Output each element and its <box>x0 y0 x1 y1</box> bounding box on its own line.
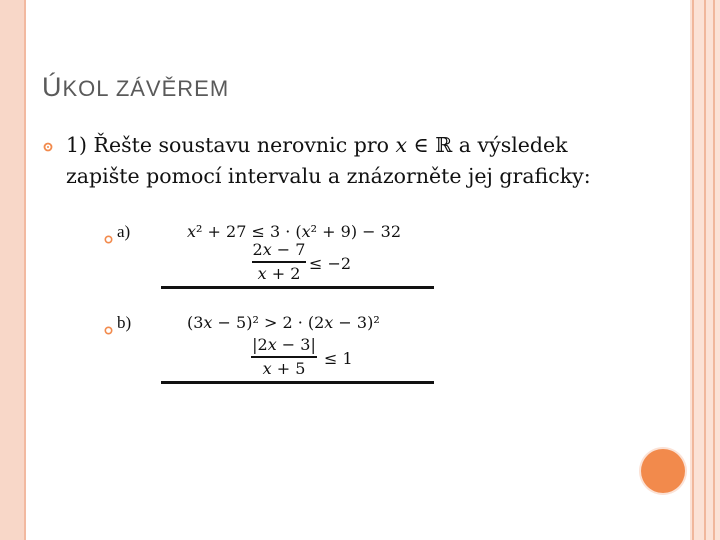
fraction-bar <box>251 356 317 358</box>
part-b-answer-line <box>161 381 434 384</box>
part-b-denominator: 𝑥 + 5 <box>262 358 306 378</box>
part-a-numerator: 2𝑥 − 7 <box>252 240 306 259</box>
orange-circle-icon <box>641 449 685 493</box>
slide-title-first-letter: Ú <box>42 72 63 102</box>
part-b-fraction-relation: ≤ 1 <box>324 349 353 368</box>
part-a-fraction-relation: ≤ −2 <box>309 254 352 273</box>
slide-title <box>42 72 229 103</box>
part-b-label: b) <box>117 313 132 332</box>
part-b-inequality: (3𝑥 − 5)² > 2 · (2𝑥 − 3)² <box>187 313 380 332</box>
slide-title-rest: KOL ZÁVĚREM <box>62 76 230 101</box>
task-text: 1) Řešte soustavu nerovnic pro 𝑥 ∈ ℝ a výsledek zapište pomocí intervalu a znázorněte jej graficky: <box>66 133 591 188</box>
part-a-answer-line <box>161 286 434 289</box>
sub-bullet-icon <box>104 229 112 237</box>
right-decorative-line <box>692 0 694 540</box>
sub-bullet-icon <box>104 320 112 328</box>
part-a-denominator: 𝑥 + 2 <box>257 263 301 283</box>
part-b-fraction <box>251 335 317 379</box>
part-a-inequality: 𝑥² + 27 ≤ 3 · (𝑥² + 9) − 32 <box>187 222 402 241</box>
fraction-bar <box>252 261 306 263</box>
part-a-fraction <box>252 240 306 284</box>
part-a-label: a) <box>117 222 131 241</box>
part-b-numerator: |2𝑥 − 3| <box>252 335 316 354</box>
right-decorative-line <box>704 0 706 540</box>
left-decorative-border <box>0 0 24 540</box>
bullet-icon-svg <box>43 141 53 153</box>
right-decorative-line <box>713 0 715 540</box>
left-decorative-line <box>24 0 26 540</box>
bullet-icon <box>43 142 53 152</box>
